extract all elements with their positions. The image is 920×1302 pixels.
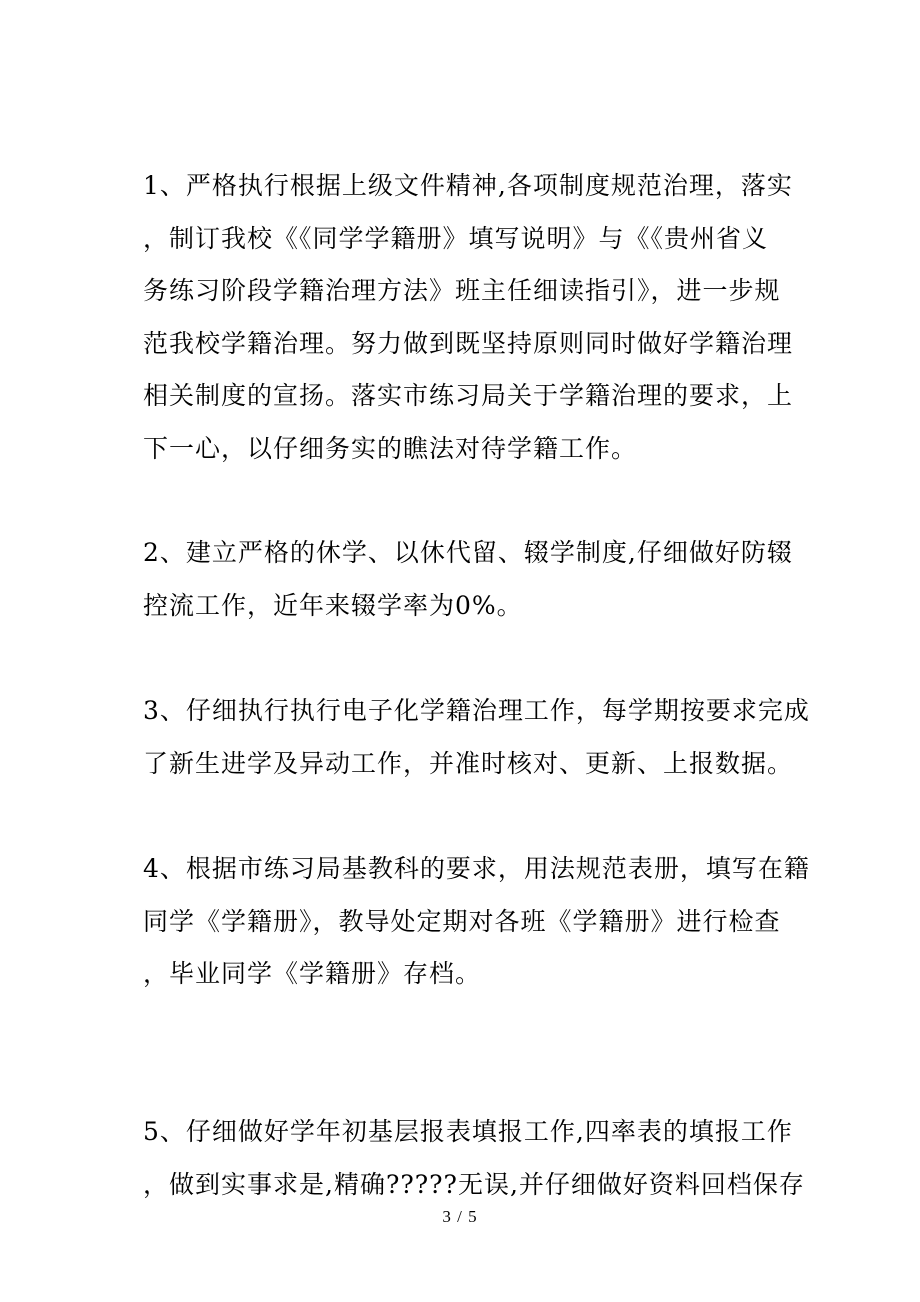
paragraph-line: 务练习阶段学籍治理方法》班主任细读指引》，进一步规 [143,276,781,305]
paragraph-line: 相关制度的宣扬。落实市练习局关于学籍治理的要求，上 [143,381,794,410]
paragraph-line: 3、仔细执行执行电子化学籍治理工作，每学期按要求完成 [143,696,810,725]
paragraph-line: 范我校学籍治理。努力做到既坚持原则同时做好学籍治理 [143,328,794,358]
paragraph-line: 下一心，以仔细务实的瞧法对待学籍工作。 [143,433,638,463]
paragraph-1 [143,160,794,475]
paragraph-4 [143,843,810,1001]
paragraph-line: 2、建立严格的休学、以休代留、辍学制度,仔细做好防辍 [143,538,793,567]
paragraph-line: 同学《学籍册》，教导处定期对各班《学籍册》进行检查 [143,906,781,936]
paragraph-line: 4、根据市练习局基教科的要求，用法规范表册，填写在籍 [143,854,810,883]
page-number: 3 / 5 [442,1207,478,1226]
paragraph-3 [143,685,810,790]
paragraph-2 [143,527,793,632]
paragraph-line: 5、仔细做好学年初基层报表填报工作,四率表的填报工作 [143,1117,793,1146]
paragraph-line: 了新生进学及异动工作，并准时核对、更新、上报数据。 [143,748,794,778]
paragraph-line: 1、严格执行根据上级文件精神,各项制度规范治理，落实 [143,171,793,200]
paragraph-line: ，做到实事求是,精确?????无误,并仔细做好资料回档保存 [143,1169,805,1199]
paragraph-5 [143,1106,805,1211]
paragraph-line: ，毕业同学《学籍册》存档。 [143,959,482,988]
paragraph-line: 控流工作，近年来辍学率为0%。 [143,590,523,620]
paragraph-line: ，制订我校《《同学学籍册》填写说明》与《《贵州省义 [143,223,769,253]
